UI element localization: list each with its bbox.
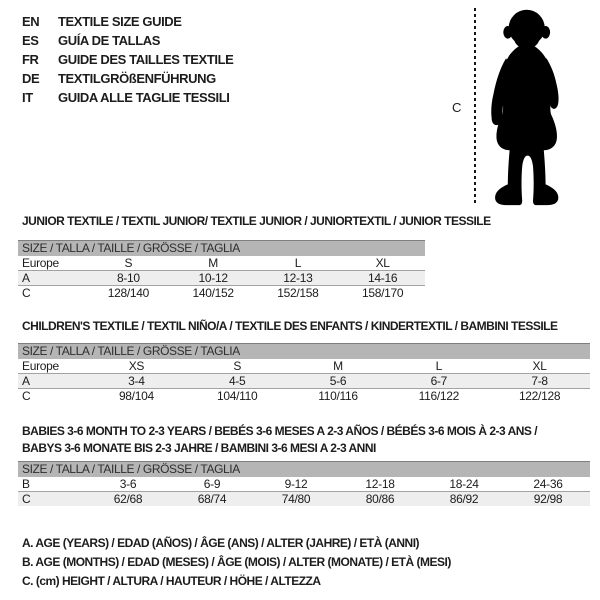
table-cell: 3-6 xyxy=(119,477,137,491)
table-cell: 12-18 xyxy=(365,477,395,491)
table-cell: 14-16 xyxy=(368,271,398,285)
table-row xyxy=(18,373,590,388)
row-label: B xyxy=(22,477,30,491)
table-row xyxy=(18,388,590,403)
language-label: GUIDA ALLE TAGLIE TESSILI xyxy=(58,90,230,105)
table-row xyxy=(18,491,590,506)
table-cell: 116/122 xyxy=(418,389,459,403)
language-label: TEXTILE SIZE GUIDE xyxy=(58,14,182,29)
language-code: DE xyxy=(22,71,40,86)
table-cell: 128/140 xyxy=(107,286,150,300)
table-cell: 104/110 xyxy=(217,389,258,403)
table-row xyxy=(18,256,425,270)
table-cell: 98/104 xyxy=(118,389,154,403)
table-cell: L xyxy=(294,256,302,270)
table-cell: 110/116 xyxy=(318,389,358,403)
table-cell: 68/74 xyxy=(197,492,227,506)
table-cell: 3-4 xyxy=(128,374,145,388)
row-label: Europe xyxy=(22,256,59,270)
text-line: B. AGE (MONTHS) / EDAD (MESES) / ÂGE (MOIS) / ALTER (MONATE) / ETÀ (MESI) xyxy=(22,555,451,569)
table-cell: 12-13 xyxy=(283,271,313,285)
table-cell: 10-12 xyxy=(198,271,228,285)
table-size-band: SIZE / TALLA / TAILLE / GRÖSSE / TAGLIA xyxy=(18,241,425,256)
babies-section-title xyxy=(22,423,537,457)
text-line: BABYS 3-6 MONATE BIS 2-3 JAHRE / BAMBINI 3-6 MESI A 2-3 ANNI xyxy=(22,441,376,455)
language-row xyxy=(22,69,233,88)
height-measure-letter: C xyxy=(452,100,462,115)
table-row xyxy=(18,477,590,491)
table-cell: 5-6 xyxy=(329,374,347,388)
table-row xyxy=(18,359,590,373)
language-label: GUIDE DES TAILLES TEXTILE xyxy=(58,52,234,67)
language-code: ES xyxy=(22,33,39,48)
language-row xyxy=(22,88,233,107)
language-label: GUÍA DE TALLAS xyxy=(58,33,161,48)
text-line: JUNIOR TEXTILE / TEXTIL JUNIOR/ TEXTILE JUNIOR / JUNIORTEXTIL / JUNIOR TESSILE xyxy=(22,214,491,228)
table-cell: XL xyxy=(375,256,390,270)
junior-section-title xyxy=(22,213,491,230)
table-cell: 86/92 xyxy=(449,492,479,506)
language-code: EN xyxy=(22,14,40,29)
junior-size-table xyxy=(18,240,425,300)
table-size-band: SIZE / TALLA / TAILLE / GRÖSSE / TAGLIA xyxy=(18,462,590,477)
text-line: CHILDREN'S TEXTILE / TEXTIL NIÑO/A / TEXTILE DES ENFANTS / KINDERTEXTIL / BAMBINI TESSILE xyxy=(22,319,558,333)
table-cell: 80/86 xyxy=(365,492,395,506)
row-label: Europe xyxy=(22,359,59,373)
language-row xyxy=(22,12,233,31)
toddler-silhouette-icon xyxy=(479,6,569,208)
table-cell: M xyxy=(333,359,343,373)
table-cell: 158/170 xyxy=(361,286,404,300)
row-label: C xyxy=(22,286,31,300)
height-dashed-line xyxy=(474,8,476,206)
table-cell: 6-9 xyxy=(203,477,221,491)
table-cell: 4-5 xyxy=(228,374,246,388)
table-cell: L xyxy=(435,359,442,373)
table-row xyxy=(18,285,425,300)
table-cell: 9-12 xyxy=(284,477,308,491)
text-line: BABIES 3-6 MONTH TO 2-3 YEARS / BEBÉS 3-6 MESES A 2-3 AÑOS / BÉBÉS 3-6 MOIS À 2-3 ANS / xyxy=(22,424,538,438)
language-title-list xyxy=(22,12,233,107)
table-cell: 18-24 xyxy=(449,477,479,491)
table-cell: M xyxy=(208,256,218,270)
children-section-title xyxy=(22,318,558,335)
language-label: TEXTILGRÖßENFÜHRUNG xyxy=(58,71,216,86)
row-label: C xyxy=(22,389,31,403)
table-row xyxy=(18,270,425,285)
language-code: FR xyxy=(22,52,39,67)
table-cell: 74/80 xyxy=(281,492,311,506)
text-line: C. (cm) HEIGHT / ALTURA / HAUTEUR / HÖHE / ALTEZZA xyxy=(22,574,321,588)
row-label: C xyxy=(22,492,31,506)
text-line: A. AGE (YEARS) / EDAD (AÑOS) / ÂGE (ANS) / ALTER (JAHRE) / ETÀ (ANNI) xyxy=(22,536,420,550)
table-cell: 6-7 xyxy=(430,374,448,388)
row-label: A xyxy=(22,271,30,285)
table-cell: 7-8 xyxy=(531,374,548,388)
legend-footnotes xyxy=(22,534,451,591)
babies-size-table xyxy=(18,461,590,506)
table-cell: 92/98 xyxy=(533,492,563,506)
language-code: IT xyxy=(22,90,33,105)
table-cell: XS xyxy=(128,359,145,373)
table-size-band: SIZE / TALLA / TAILLE / GRÖSSE / TAGLIA xyxy=(18,344,590,359)
table-cell: 62/68 xyxy=(113,492,143,506)
language-row xyxy=(22,31,233,50)
language-row xyxy=(22,50,233,69)
table-cell: S xyxy=(233,359,242,373)
children-size-table xyxy=(18,343,590,403)
table-cell: 140/152 xyxy=(192,286,234,300)
table-cell: 122/128 xyxy=(518,389,561,403)
table-cell: 24-36 xyxy=(533,477,563,491)
row-label: A xyxy=(22,374,30,388)
table-cell: 152/158 xyxy=(277,286,319,300)
table-cell: S xyxy=(124,256,133,270)
table-cell: XL xyxy=(532,359,547,373)
table-cell: 8-10 xyxy=(116,271,140,285)
